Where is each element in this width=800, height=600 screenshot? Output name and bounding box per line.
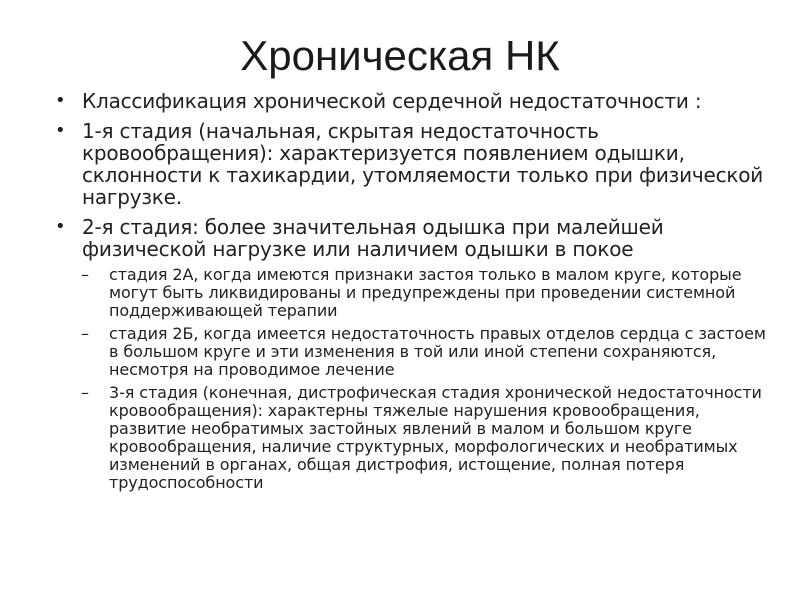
bullet-item <box>55 90 770 112</box>
bullet-text: 1-я стадия (начальная, скрытая недостаточность кровообращения): характеризуется появлением одышки, склонности к тахикардии, утомляемости только при физической нагрузке. <box>82 119 764 209</box>
sub-bullet-item <box>55 384 770 492</box>
sub-bullet-item <box>55 266 770 320</box>
bullet-text: Классификация хронической сердечной недостаточности : <box>82 89 702 113</box>
dash-icon: – <box>81 324 89 343</box>
bullet-text: 2-я стадия: более значительная одышка при малейшей физической нагрузке или наличием одышки в покое <box>82 215 664 261</box>
bullet-icon: • <box>55 216 66 237</box>
slide-content <box>55 90 770 497</box>
slide-title: Хроническая НК <box>240 32 560 79</box>
sub-bullet-text: 3-я стадия (конечная, дистрофическая стадия хронической недостаточности кровообращения): характерны тяжелые нарушения кровообращения, развитие необратимых застойных явлений в малом и большом круге кровообращения, наличие структурных, морфологических и необратимых изменений в органах, общая дистрофия, истощение, полная потеря трудоспособности <box>109 383 762 492</box>
dash-icon: – <box>81 265 89 284</box>
bullet-icon: • <box>55 120 66 141</box>
bullet-item <box>55 120 770 208</box>
bullet-icon: • <box>55 90 66 111</box>
bullet-item <box>55 216 770 260</box>
sub-bullet-text: стадия 2А, когда имеются признаки застоя только в малом круге, которые могут быть ликвидированы и предупреждены при проведении системной поддерживающей терапии <box>109 265 742 320</box>
sub-bullet-item <box>55 325 770 379</box>
sub-bullet-text: стадия 2Б, когда имеется недостаточность правых отделов сердца с застоем в большом круге и эти изменения в той или иной степени сохраняются, несмотря на проводимое лечение <box>109 324 766 379</box>
sub-bullet-list <box>55 266 770 492</box>
dash-icon: – <box>81 383 89 402</box>
